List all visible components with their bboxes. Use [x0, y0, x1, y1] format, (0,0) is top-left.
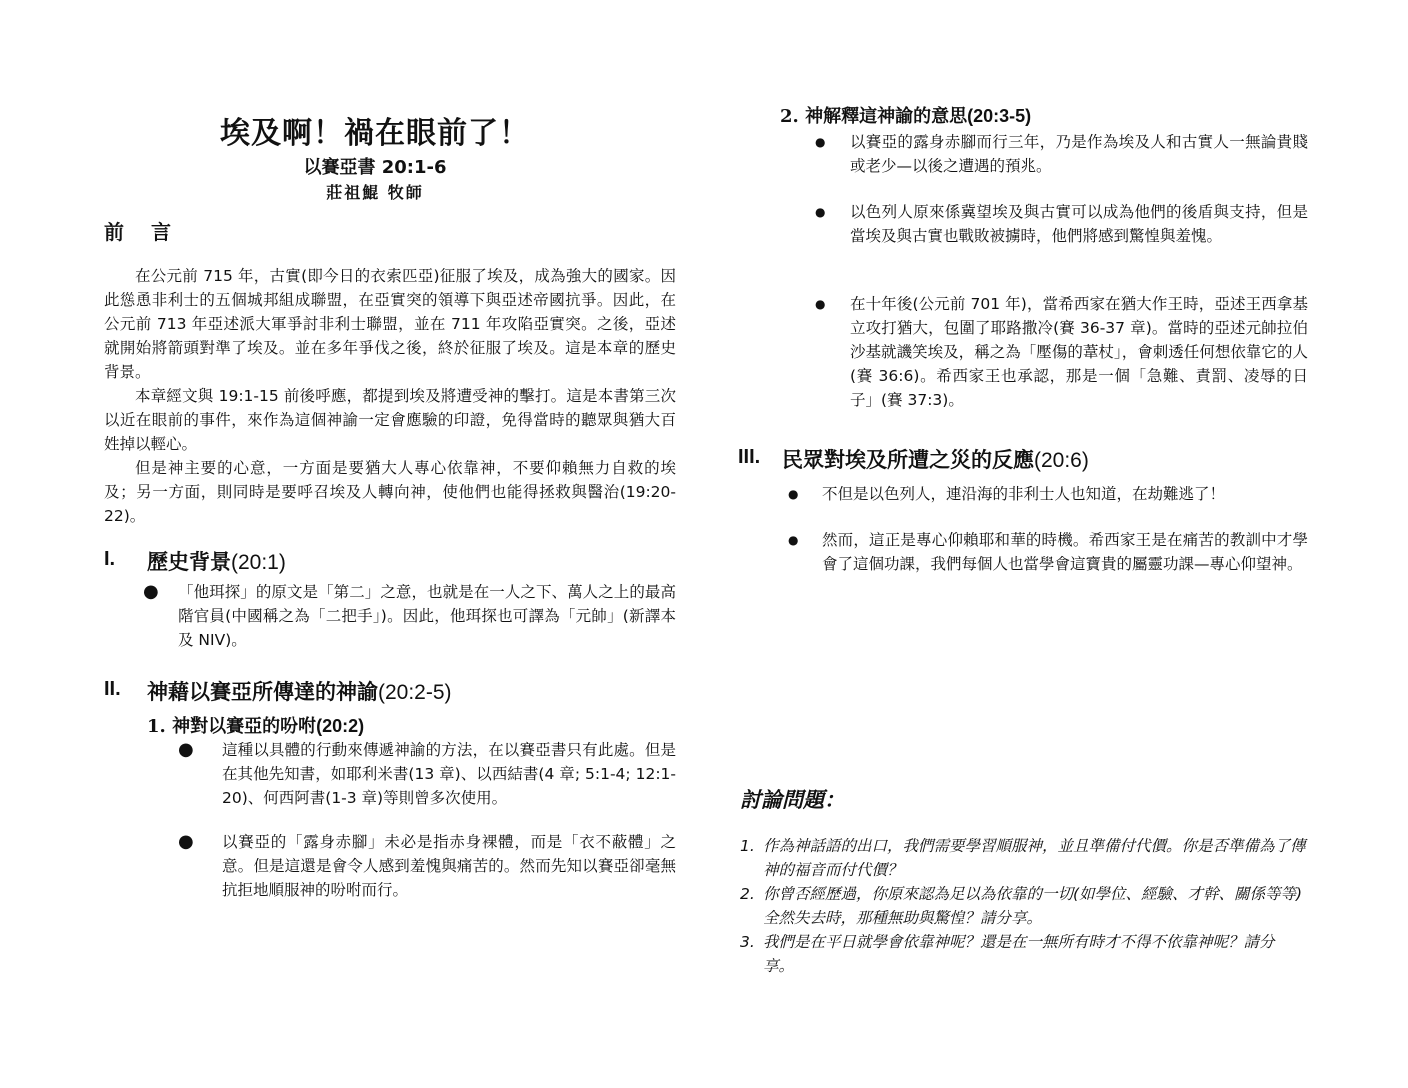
- bullet-icon: ●: [143, 581, 159, 602]
- subsection-2-ref: (20:3-5): [967, 106, 1032, 126]
- subsection-2-number: 2.: [780, 106, 799, 127]
- author: 莊祖鯤 牧師: [326, 183, 424, 202]
- section-1-heading: [147, 546, 286, 576]
- section-3-bullet: 不但是以色列人，連沿海的非利士人也知道，在劫難逃了！: [822, 485, 1226, 503]
- section-3-number: III.: [738, 446, 761, 468]
- section-2-heading: [147, 676, 452, 706]
- page-title: 埃及啊！禍在眼前了！: [220, 116, 530, 151]
- section-2-ref: (20:2-5): [378, 681, 452, 704]
- subsection-1-heading: [147, 712, 364, 738]
- scripture-reference: 以賽亞書 20:1-6: [303, 157, 447, 178]
- preface-paragraph: 本章經文與 19:1-15 前後呼應，都提到埃及將遭受神的擊打。這是本書第三次以近在眼前的事件，來作為這個神諭一定會應驗的印證，免得當時的聽眾與猶大百姓掉以輕心。: [104, 387, 676, 453]
- subsection-1-bullet: 以賽亞的「露身赤腳」未必是指赤身裸體，而是「衣不蔽體」之意。但是這還是會令人感到羞愧與痛苦的。然而先知以賽亞卻毫無抗拒地順服神的吩咐而行。: [222, 833, 676, 899]
- section-2-number: II.: [104, 678, 121, 700]
- subsection-1-title: 神對以賽亞的吩咐: [172, 716, 317, 737]
- question-text: 作為神話語的出口，我們需要學習順服神，並且準備付代價。你是否準備為了傳神的福音而付代價？: [763, 837, 1306, 879]
- preface-body: [104, 264, 676, 528]
- subsection-2-bullet: 以賽亞的露身赤腳而行三年，乃是作為埃及人和古實人一無論貴賤或老少—以後之遭遇的預兆。: [850, 133, 1308, 175]
- preface-paragraph: 在公元前 715 年，古實(即今日的衣索匹亞)征服了埃及，成為強大的國家。因此慫恿非利士的五個城邦組成聯盟，在亞實突的領導下與亞述帝國抗爭。因此，在公元前 713 年亞述派大軍爭討非利士聯盟，並在 711 年攻陷亞實突。之後，亞述就開始將箭頭對準了埃及。並在多年爭伐之後，終於征服了埃及。這是本章的歷史背景。: [104, 267, 676, 381]
- bullet-icon: ●: [788, 487, 799, 501]
- section-3-ref: (20:6): [1034, 449, 1089, 472]
- bullet-icon: ●: [815, 297, 826, 311]
- section-2-title: 神藉以賽亞所傳達的神諭: [147, 679, 378, 704]
- subsection-1-ref: (20:2): [316, 716, 365, 736]
- question-text: 我們是在平日就學會依靠神呢？還是在一無所有時才不得不依靠神呢？請分享。: [763, 933, 1275, 975]
- section-1-bullet: 「他珥探」的原文是「第二」之意，也就是在一人之下、萬人之上的最高階官員(中國稱之為「二把手」)。因此，他珥探也可譯為「元帥」(新譯本及 NIV)。: [178, 583, 676, 649]
- subsection-2-bullet: 在十年後(公元前 701 年)，當希西家在猶大作王時，亞述王西拿基立攻打猶大，包圍了耶路撒冷(賽 36-37 章)。當時的亞述元帥拉伯沙基就譏笑埃及，稱之為「壓傷的葦杖」，會刺透任何想依靠它的人(賽 36:6)。希西家王也承認，那是一個「急難、責罰、凌辱的日子」(賽 37:3)。: [850, 295, 1308, 409]
- section-3-bullet: 然而，這正是專心仰賴耶和華的時機。希西家王是在痛苦的教訓中才學會了這個功課，我們每個人也當學會這寶貴的屬靈功課—專心仰望神。: [822, 531, 1308, 573]
- subsection-1-number: 1.: [147, 716, 166, 737]
- question-number: 2.: [740, 885, 755, 903]
- preface-paragraph: 但是神主要的心意，一方面是要猶大人專心依靠神，不要仰賴無力自救的埃及；另一方面，則同時是要呼召埃及人轉向神，使他們也能得拯救與醫治(19:20-22)。: [104, 459, 676, 525]
- section-1-title: 歷史背景: [147, 549, 231, 574]
- subsection-2-heading: [780, 102, 1031, 128]
- discussion-heading: 討論問題：: [740, 787, 845, 812]
- subsection-1-bullet: 這種以具體的行動來傳遞神諭的方法，在以賽亞書只有此處。但是在其他先知書，如耶利米書(13 章)、以西結書(4 章; 5:1-4; 12:1-20)、何西阿書(1-3 章)等則曾多次使用。: [222, 741, 676, 807]
- bullet-icon: ●: [788, 533, 799, 547]
- subsection-2-bullet: 以色列人原來係冀望埃及與古實可以成為他們的後盾與支持，但是當埃及與古實也戰敗被擄時，他們將感到驚惶與羞愧。: [850, 203, 1308, 245]
- section-3-heading: [782, 444, 1089, 474]
- section-3-title: 民眾對埃及所遭之災的反應: [782, 447, 1034, 472]
- preface-heading: 前 言: [104, 220, 181, 244]
- bullet-icon: ●: [815, 135, 826, 149]
- subsection-2-title: 神解釋這神諭的意思: [805, 106, 968, 127]
- question-number: 1.: [740, 837, 755, 855]
- section-1-number: I.: [104, 548, 116, 570]
- section-1-ref: (20:1): [231, 551, 286, 574]
- question-number: 3.: [740, 933, 755, 951]
- bullet-icon: ●: [178, 739, 194, 760]
- bullet-icon: ●: [815, 205, 826, 219]
- question-text: 你曾否經歷過，你原來認為足以為依靠的一切(如學位、經驗、才幹、關係等等)全然失去時，那種無助與驚惶？請分享。: [763, 885, 1303, 927]
- bullet-icon: ●: [178, 831, 194, 852]
